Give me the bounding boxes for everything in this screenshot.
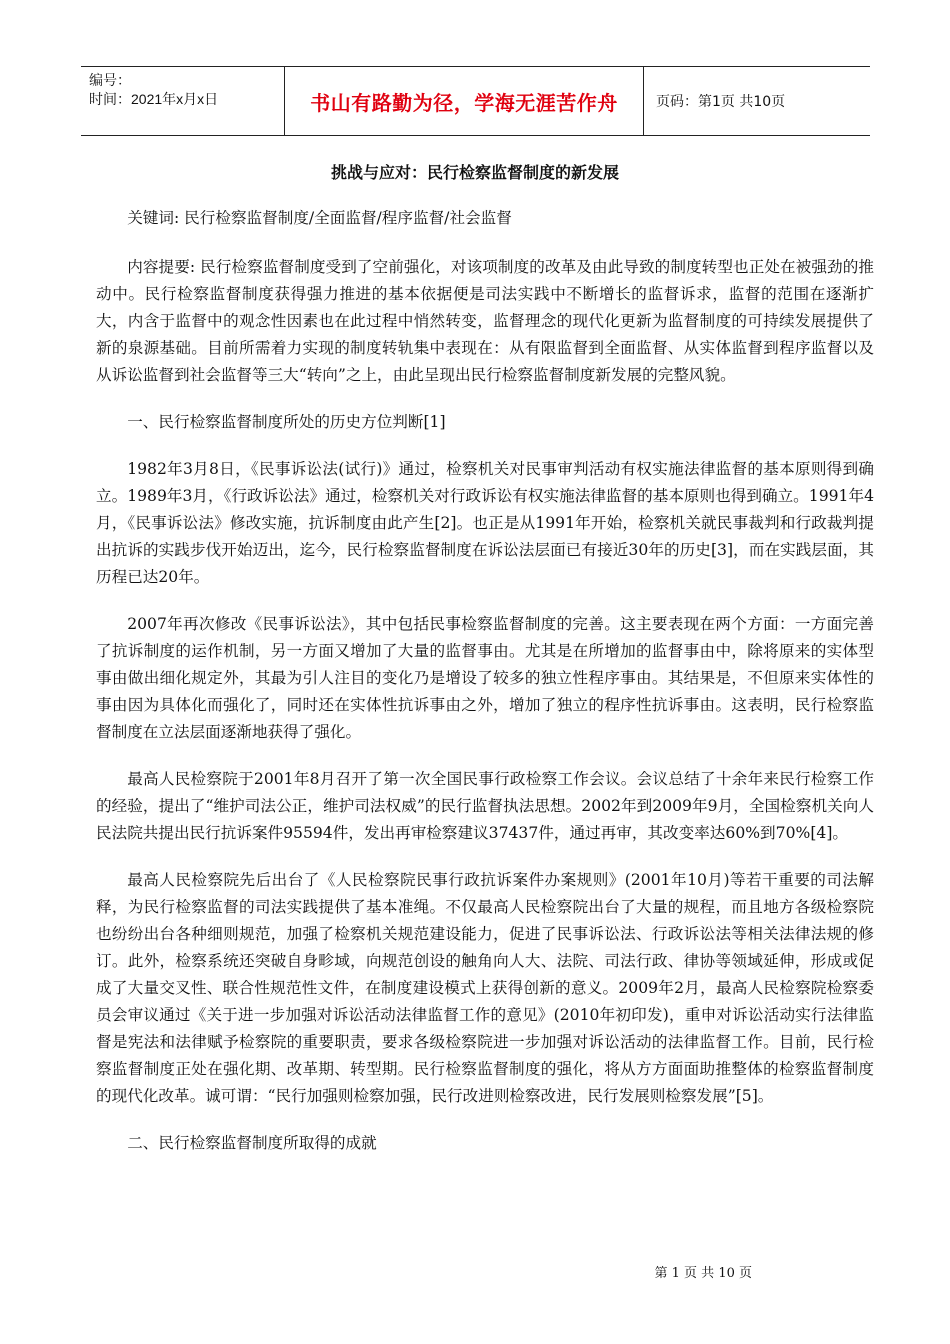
keywords-paragraph: 关键词: 民行检察监督制度/全面监督/程序监督/社会监督 bbox=[127, 209, 512, 227]
body-paragraph: 最高人民检察院于2001年8月召开了第一次全国民事行政检察工作会议。会议总结了十余年来民行检察工作的经验，提出了“维护司法公正，维护司法权威”的民行监督执法思想。2002年到2009年9月，全国检察机关向人民法院共提出民行抗诉案件95594件，发出再审检察建议37437件，通过再审，其改变率达60%到70%[4]。 bbox=[96, 770, 874, 842]
abstract-paragraph: 内容提要: 民行检察监督制度受到了空前强化，对该项制度的改革及由此导致的制度转型也正处在被强劲的推动中。民行检察监督制度获得强力推进的基本依据便是司法实践中不断增长的监督诉求，监督的范围在逐渐扩大，内含于监督中的观念性因素也在此过程中悄然转变，监督理念的现代化更新为监督制度的可持续发展提供了新的泉源基础。目前所需着力实现的制度转轨集中表现在：从有限监督到全面监督、从实体监督到程序监督以及从诉讼监督到社会监督等三大“转向”之上，由此呈现出民行检察监督制度新发展的完整风貌。 bbox=[96, 258, 874, 384]
page-header bbox=[81, 66, 870, 136]
body-paragraph: 最高人民检察院先后出台了《人民检察院民事行政抗诉案件办案规则》(2001年10月)等若干重要的司法解释，为民行检察监督的司法实践提供了基本准绳。不仅最高人民检察院出台了大量的规程，而且地方各级检察院也纷纷出台各种细则规范，加强了检察机关规范建设能力，促进了民事诉讼法、行政诉讼法等相关法律法规的修订。此外，检察系统还突破自身畛域，向规范创设的触角向人大、法院、司法行政、律协等领域延伸，形成或促成了大量交叉性、联合性规范性文件，在制度建设模式上获得创新的意义。2009年2月，最高人民检察院检察委员会审议通过《关于进一步加强对诉讼活动法律监督工作的意见》(2010年初印发)，重申对诉讼活动实行法律监督是宪法和法律赋予检察院的重要职责，要求各级检察院进一步加强对诉讼活动的法律监督工作。目前，民行检察监督制度正处在强化期、改革期、转型期。民行检察监督制度的强化，将从方方面面助推整体的检察监督制度的现代化改革。诚可谓：“民行加强则检察加强，民行改进则检察改进，民行发展则检察发展”[5]。 bbox=[96, 871, 874, 1105]
page-footer: 第 1 页 共 10 页 bbox=[654, 1266, 752, 1281]
header-page-info: 页码：第1页 共10页 bbox=[656, 94, 786, 110]
document-title: 挑战与应对：民行检察监督制度的新发展 bbox=[330, 163, 619, 182]
document-number-label: 编号： bbox=[89, 72, 131, 88]
header-meta bbox=[81, 67, 285, 135]
body-paragraph: 2007年再次修改《民事诉讼法》，其中包括民事检察监督制度的完善。这主要表现在两个方面：一方面完善了抗诉制度的运作机制，另一方面又增加了大量的监督事由。尤其是在所增加的监督事由中，除将原来的实体型事由做出细化规定外，其最为引人注目的变化乃是增设了较多的独立性程序事由。其结果是，不但原来实体性的事由因为具体化而强化了，同时还在实体性抗诉事由之外，增加了独立的程序性抗诉事由。这表明，民行检察监督制度在立法层面逐渐地获得了强化。 bbox=[96, 615, 874, 741]
document-body bbox=[96, 205, 874, 1177]
body-paragraph: 1982年3月8日，《民事诉讼法(试行)》通过，检察机关对民事审判活动有权实施法律监督的基本原则得到确立。1989年3月，《行政诉讼法》通过，检察机关对行政诉讼有权实施法律监督的基本原则也得到确立。1991年4月，《民事诉讼法》修改实施，抗诉制度由此产生[2]。也正是从1991年开始，检察机关就民事裁判和行政裁判提出抗诉的实践步伐开始迈出，迄今，民行检察监督制度在诉讼法层面已有接近30年的历史[3]，而在实践层面，其历程已达20年。 bbox=[96, 460, 874, 586]
section-heading-2: 二、民行检察监督制度所取得的成就 bbox=[127, 1134, 377, 1152]
header-motto: 书山有路勤为径，学海无涯苦作舟 bbox=[285, 67, 644, 135]
section-heading-1: 一、民行检察监督制度所处的历史方位判断[1] bbox=[127, 413, 446, 431]
document-time-label: 时间：2021年x月x日 bbox=[89, 91, 219, 107]
